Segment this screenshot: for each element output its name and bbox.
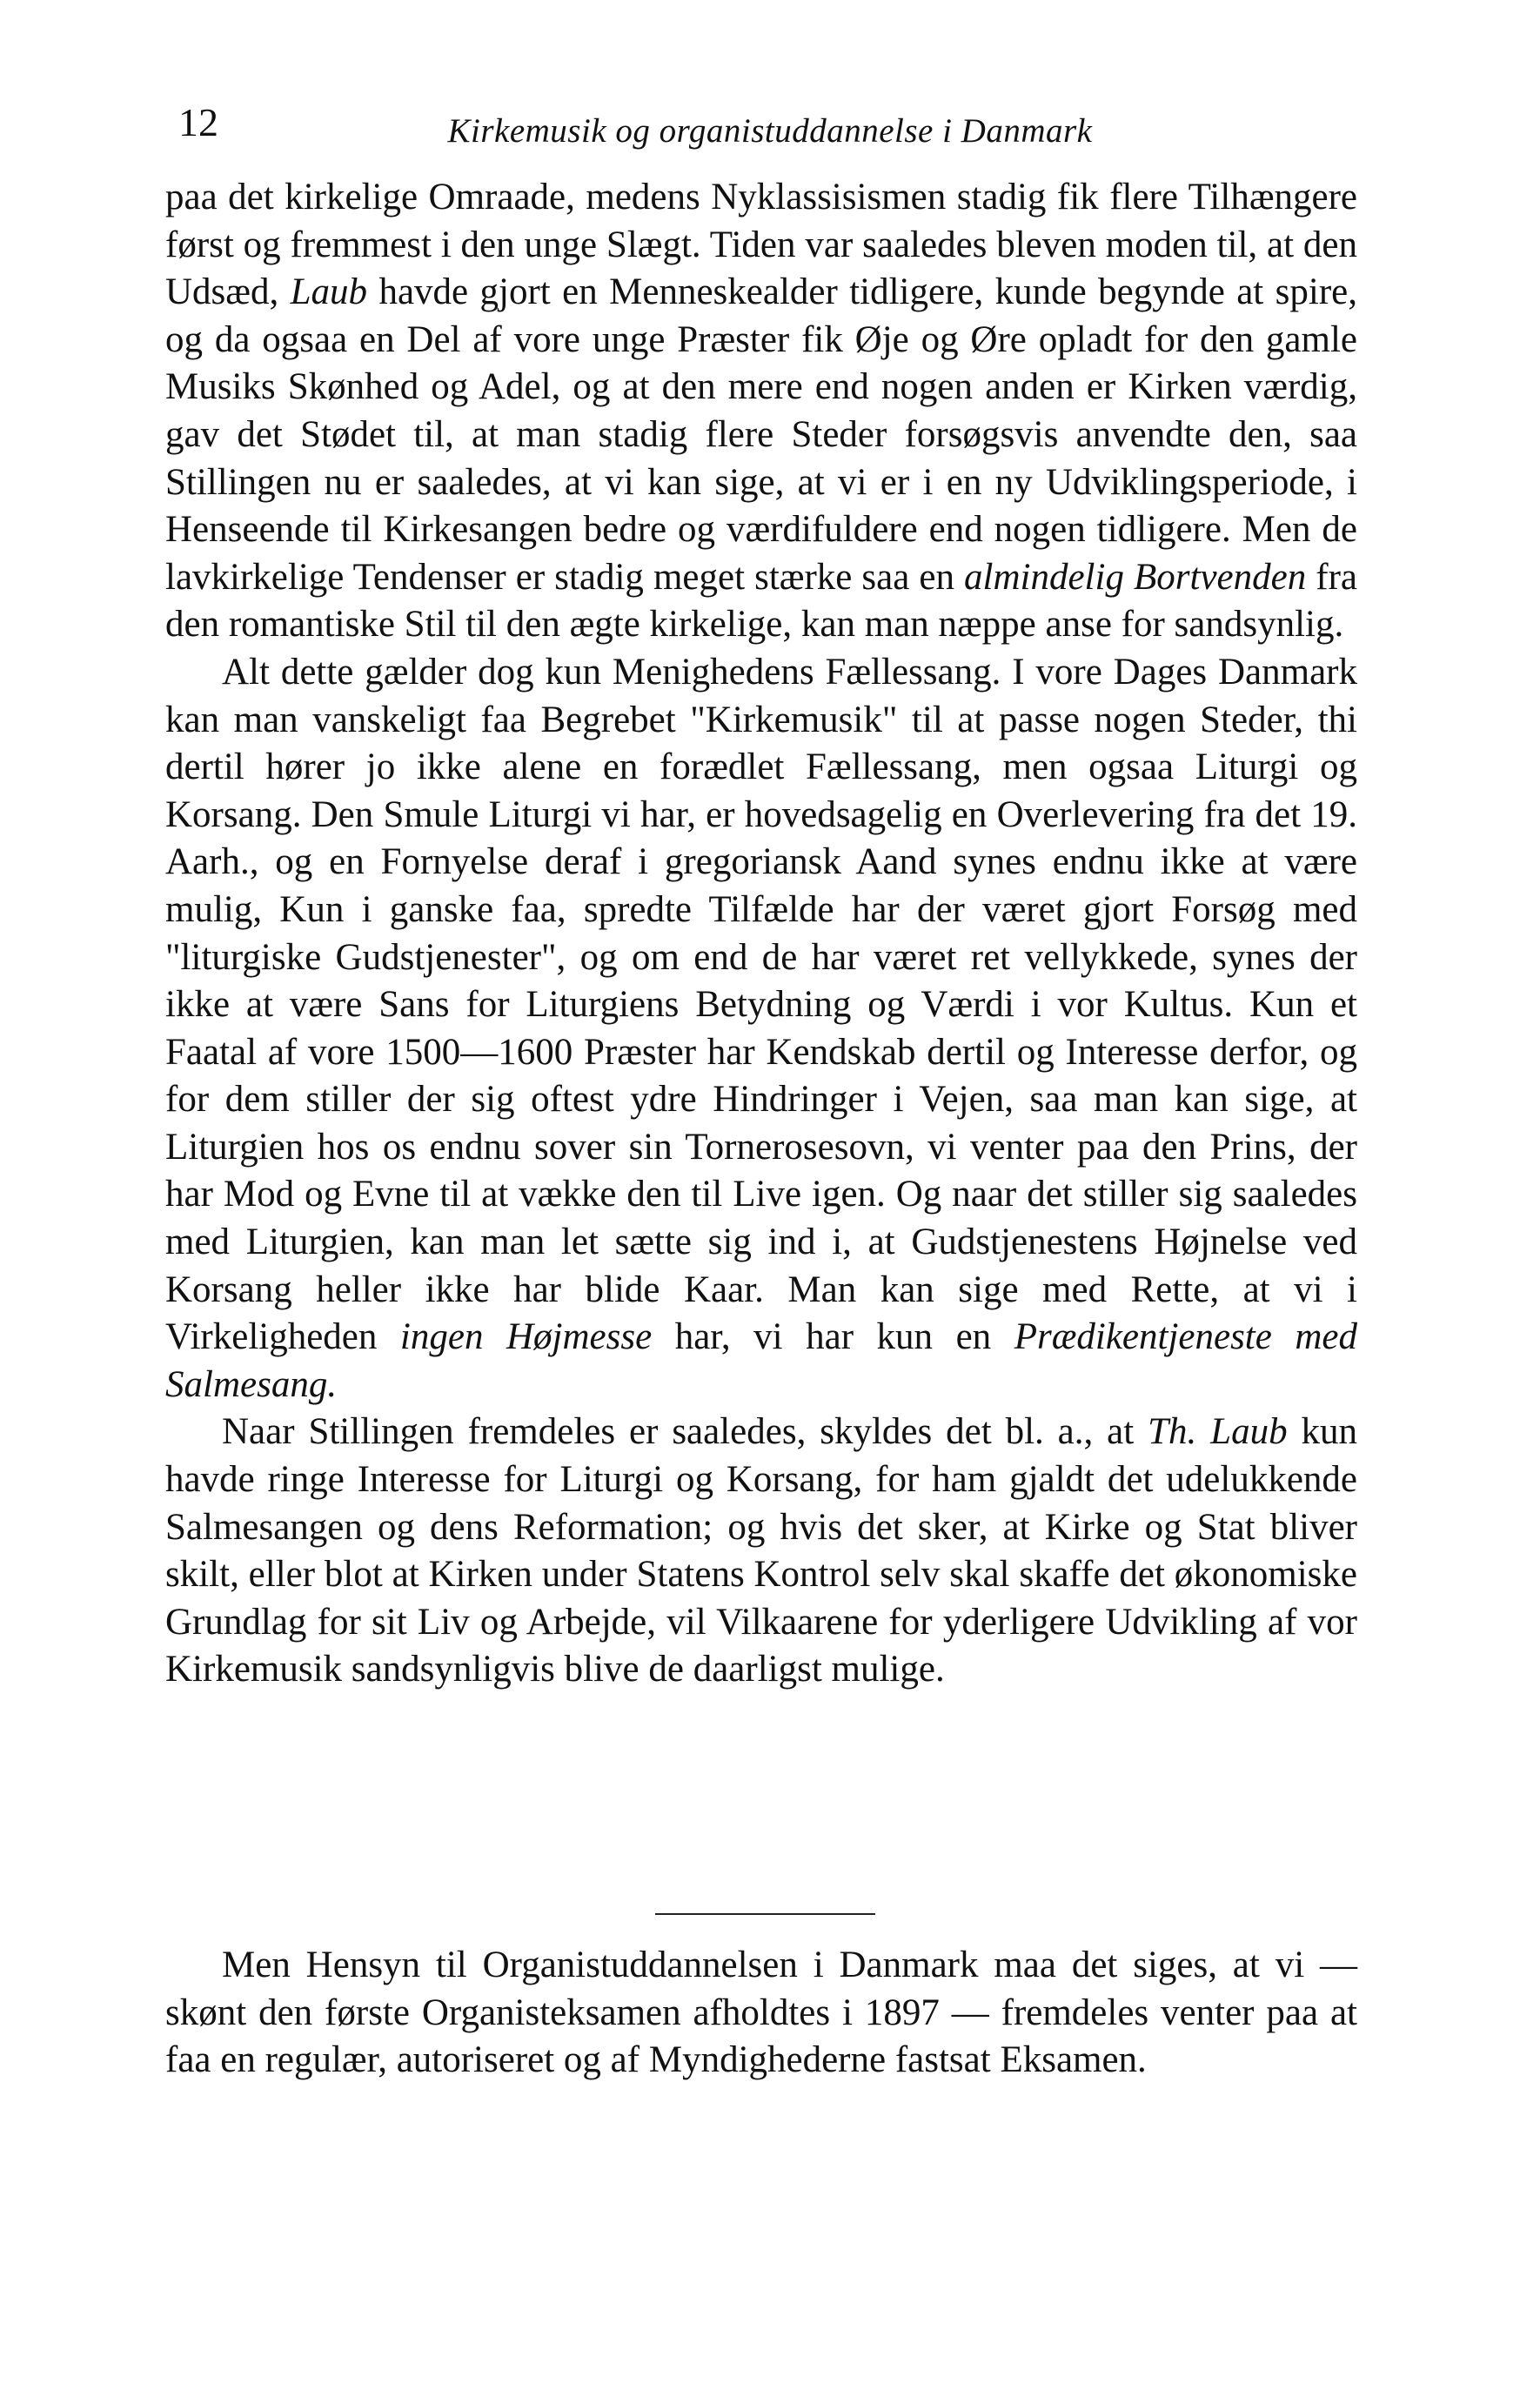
closing-text xyxy=(165,1942,1357,2085)
section-divider xyxy=(655,1913,875,1915)
bortvenden-term: Bortvenden xyxy=(1134,556,1307,598)
paragraph-2: Alt dette gælder dog kun Menighedens Fællessang. I vore Dages Danmark kan man vanskeligt faa Begrebet "Kirkemusik" til at passe nogen Steder, thi dertil hører jo ikke alene en forædlet Fællessang, men ogsaa Liturgi og Korsang. Den Smule Liturgi vi har, er hovedsagelig en Overlevering fra det 19. Aarh., og en Fornyelse deraf i gregoriansk Aand synes endnu ikke at være mulig, Kun i ganske faa, spredte Tilfælde har der været gjort Forsøg med "liturgiske Gudstjenester", og om end de har været ret vellykkede, synes der ikke at være Sans for Liturgiens Betydning og Værdi i vor Kultus. Kun et Faatal af vore 1500—1600 Præster har Kendskab dertil og Interesse derfor, og for dem stiller der sig oftest ydre Hindringer i Vejen, saa man kan sige, at Liturgien hos os endnu sover sin Tornerosesovn, vi venter paa den Prins, der har Mod og Evne til at vække den til Live igen. Og naar det stiller sig saaledes med Liturgien, kan man let sætte sig ind i, at Gudstjenestens Højnelse ved Korsang heller ikke har blide Kaar. Man kan sige med Rette, at vi i Virkeligheden ingen Højmesse har, vi har kun en Prædikentjeneste med Salmesang. xyxy=(165,651,1357,1405)
main-text xyxy=(165,174,1357,1694)
praedikentjeneste-term: Prædikentjeneste med Salmesang. xyxy=(165,1316,1357,1405)
almindelig-term: almindelig xyxy=(964,556,1124,598)
running-title: Kirkemusik og organistuddannelse i Danmark xyxy=(447,112,1093,150)
paragraph-3: Naar Stillingen fremdeles er saaledes, skyldes det bl. a., at Th. Laub kun havde ringe Interesse for Liturgi og Korsang, for ham gjaldt det udelukkende Salmesangen og dens Reformation; og hvis det sker, at Kirke og Stat bliver skilt, eller blot at Kirken under Statens Kontrol selv skal skaffe det økonomiske Grundlag for sit Liv og Arbejde, vil Vilkaarene for yderligere Udvikling af vor Kirkemusik sandsynligvis blive de daarligst mulige. xyxy=(165,1411,1357,1690)
paragraph-4: Men Hensyn til Organistuddannelsen i Danmark maa det siges, at vi — skønt den første Organisteksamen afholdtes i 1897 — fremdeles venter paa at faa en regulær, autoriseret og af Myndighederne fastsat Eksamen. xyxy=(165,1945,1357,2081)
ingen-hojmesse-term: ingen Højmesse xyxy=(399,1316,653,1358)
laub-name: Laub xyxy=(290,271,368,313)
page-number: 12 xyxy=(178,100,218,144)
th-laub-name: Th. Laub xyxy=(1148,1411,1288,1453)
paragraph-1: paa det kirkelige Omraade, medens Nyklassisismen stadig fik flere Tilhængere først og fremmest i den unge Slægt. Tiden var saaledes bleven moden til, at den Udsæd, Laub havde gjort en Menneskealder tidligere, kunde begynde at spire, og da ogsaa en Del af vore unge Præster fik Øje og Øre opladt for den gamle Musiks Skønhed og Adel, og at den mere end nogen anden er Kirken værdig, gav det Stødet til, at man stadig flere Steder forsøgsvis anvendte den, saa Stillingen nu er saaledes, at vi kan sige, at vi er i en ny Udviklingsperiode, i Henseende til Kirkesangen bedre og værdifuldere end nogen tidligere. Men de lavkirkelige Tendenser er stadig meget stærke saa en almindelig Bortvenden fra den romantiske Stil til den ægte kirkelige, kan man næppe anse for sandsynlig. xyxy=(165,177,1357,646)
